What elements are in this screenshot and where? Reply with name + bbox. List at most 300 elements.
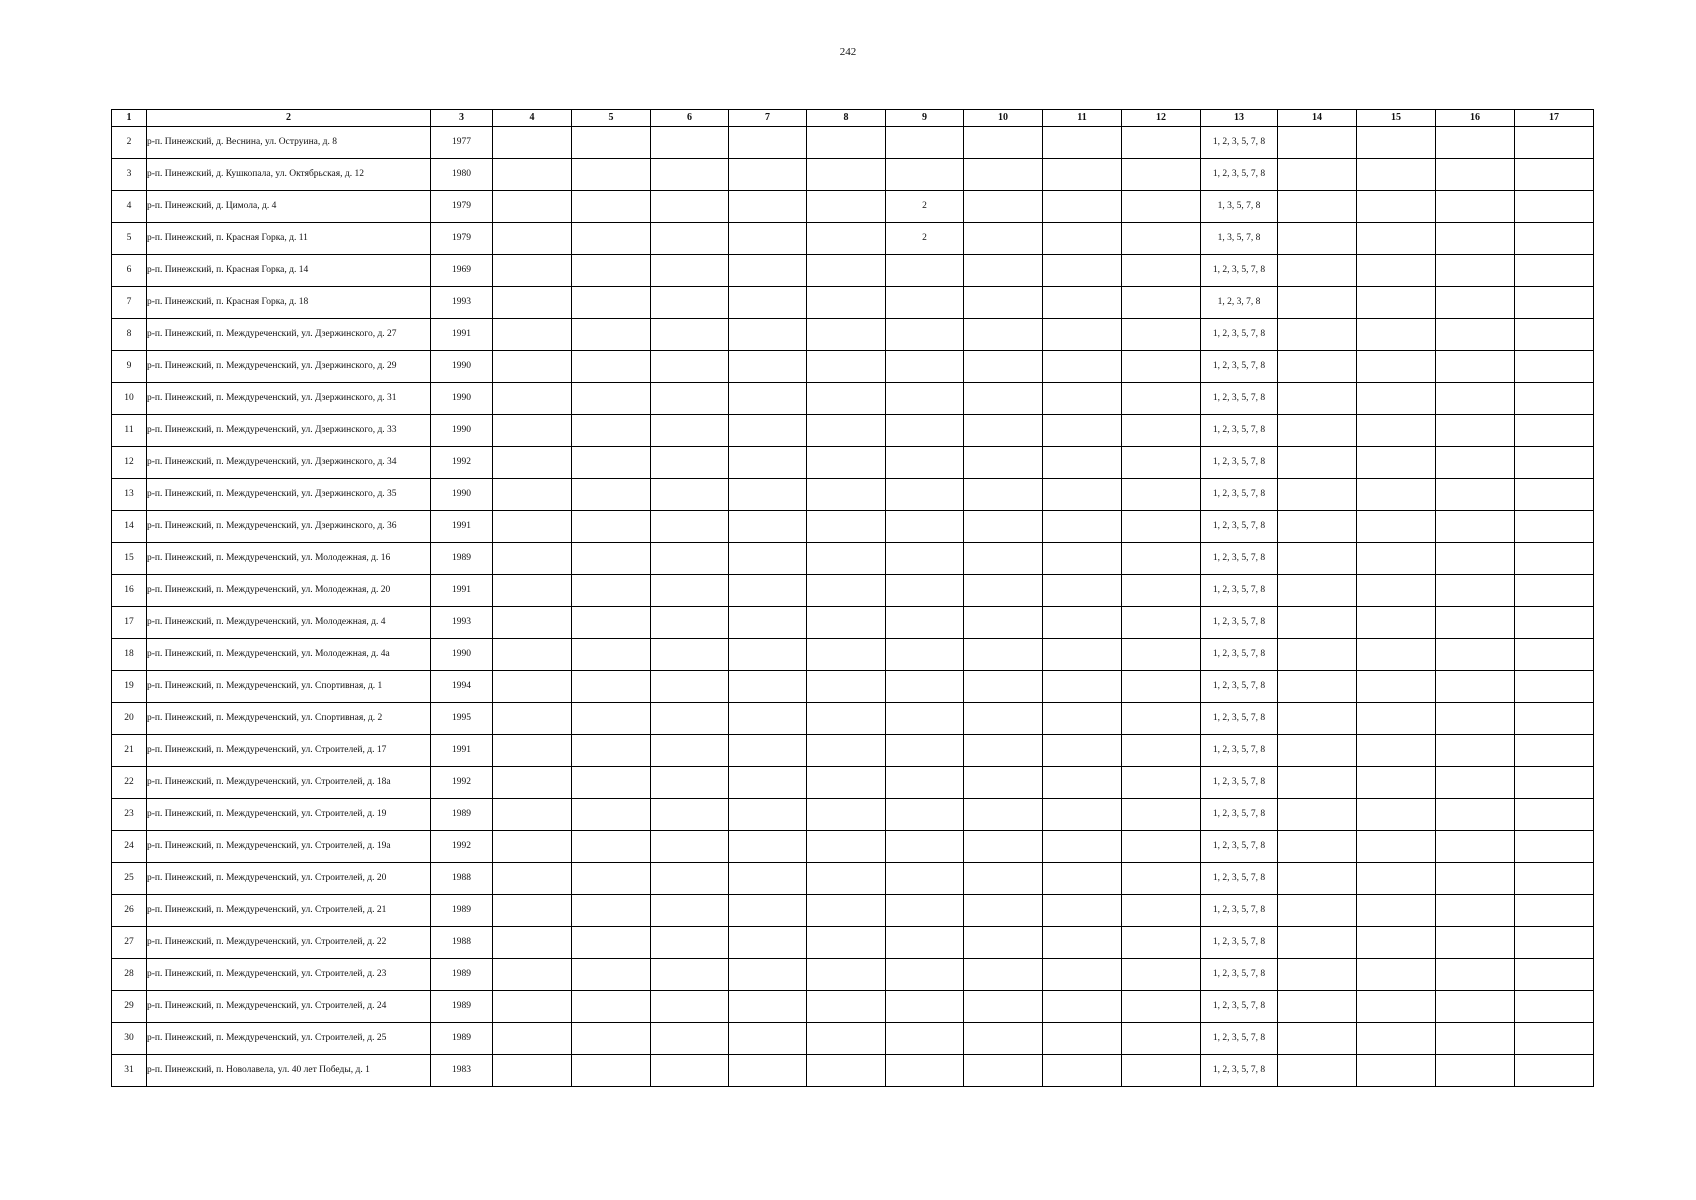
table-cell bbox=[1278, 703, 1357, 735]
table-cell bbox=[807, 383, 886, 415]
table-cell bbox=[1122, 415, 1201, 447]
table-cell bbox=[1357, 895, 1436, 927]
col13-cell: 1, 2, 3, 5, 7, 8 bbox=[1201, 511, 1278, 543]
table-cell bbox=[807, 447, 886, 479]
table-cell bbox=[729, 927, 807, 959]
year-cell: 1993 bbox=[431, 607, 493, 639]
table-cell bbox=[572, 383, 651, 415]
table-cell bbox=[964, 863, 1043, 895]
table-cell bbox=[807, 415, 886, 447]
table-cell bbox=[1515, 639, 1594, 671]
column-header: 4 bbox=[493, 110, 572, 127]
table-cell bbox=[1357, 159, 1436, 191]
table-cell bbox=[572, 287, 651, 319]
table-cell bbox=[807, 1055, 886, 1087]
table-cell bbox=[807, 479, 886, 511]
table-cell bbox=[651, 351, 729, 383]
col13-cell: 1, 3, 5, 7, 8 bbox=[1201, 223, 1278, 255]
table-cell bbox=[1357, 959, 1436, 991]
table-cell bbox=[1436, 735, 1515, 767]
year-cell: 1989 bbox=[431, 799, 493, 831]
table-cell bbox=[1043, 1055, 1122, 1087]
table-cell bbox=[1436, 607, 1515, 639]
col9-cell bbox=[886, 543, 964, 575]
table-cell bbox=[729, 159, 807, 191]
table-cell bbox=[729, 639, 807, 671]
address-cell: р-п. Пинежский, п. Междуреченский, ул. Строителей, д. 22 bbox=[147, 927, 431, 959]
table-cell bbox=[1515, 831, 1594, 863]
table-cell bbox=[1515, 447, 1594, 479]
table-cell bbox=[729, 799, 807, 831]
table-cell bbox=[729, 287, 807, 319]
year-cell: 1989 bbox=[431, 895, 493, 927]
table-cell bbox=[572, 895, 651, 927]
row-number-cell: 11 bbox=[112, 415, 147, 447]
table-cell bbox=[1122, 799, 1201, 831]
table-cell bbox=[1357, 543, 1436, 575]
table-cell bbox=[1043, 479, 1122, 511]
table-cell bbox=[1043, 575, 1122, 607]
table-cell bbox=[1122, 767, 1201, 799]
table-cell bbox=[1278, 351, 1357, 383]
table-cell bbox=[964, 1055, 1043, 1087]
table-cell bbox=[729, 575, 807, 607]
col13-cell: 1, 2, 3, 5, 7, 8 bbox=[1201, 863, 1278, 895]
table-cell bbox=[651, 287, 729, 319]
table-cell bbox=[1515, 959, 1594, 991]
table-cell bbox=[1436, 287, 1515, 319]
table-cell bbox=[807, 511, 886, 543]
table-cell bbox=[1043, 287, 1122, 319]
address-cell: р-п. Пинежский, д. Веснина, ул. Оструина, д. 8 bbox=[147, 127, 431, 159]
table-cell bbox=[493, 543, 572, 575]
table-cell bbox=[964, 319, 1043, 351]
table-cell bbox=[1122, 1023, 1201, 1055]
table-cell bbox=[964, 991, 1043, 1023]
col13-cell: 1, 2, 3, 5, 7, 8 bbox=[1201, 671, 1278, 703]
col9-cell bbox=[886, 735, 964, 767]
column-header: 17 bbox=[1515, 110, 1594, 127]
table-cell bbox=[1043, 415, 1122, 447]
address-cell: р-п. Пинежский, п. Междуреченский, ул. Строителей, д. 19а bbox=[147, 831, 431, 863]
table-cell bbox=[1436, 575, 1515, 607]
col13-cell: 1, 2, 3, 5, 7, 8 bbox=[1201, 127, 1278, 159]
table-cell bbox=[1436, 191, 1515, 223]
table-cell bbox=[964, 159, 1043, 191]
year-cell: 1983 bbox=[431, 1055, 493, 1087]
table-cell bbox=[1043, 959, 1122, 991]
table-cell bbox=[572, 767, 651, 799]
table-cell bbox=[807, 863, 886, 895]
row-number-cell: 7 bbox=[112, 287, 147, 319]
col9-cell bbox=[886, 799, 964, 831]
table-cell bbox=[1357, 831, 1436, 863]
table-cell bbox=[1278, 895, 1357, 927]
table-cell bbox=[1515, 223, 1594, 255]
year-cell: 1991 bbox=[431, 319, 493, 351]
table-cell bbox=[964, 415, 1043, 447]
col13-cell: 1, 2, 3, 5, 7, 8 bbox=[1201, 639, 1278, 671]
table-cell bbox=[1357, 255, 1436, 287]
column-header: 14 bbox=[1278, 110, 1357, 127]
table-cell bbox=[651, 799, 729, 831]
table-cell bbox=[1436, 639, 1515, 671]
table-cell bbox=[651, 831, 729, 863]
table-cell bbox=[807, 607, 886, 639]
table-cell bbox=[493, 127, 572, 159]
table-row bbox=[112, 703, 1594, 735]
table-cell bbox=[1278, 511, 1357, 543]
table-cell bbox=[572, 415, 651, 447]
table-cell bbox=[1515, 319, 1594, 351]
table-cell bbox=[964, 799, 1043, 831]
table-cell bbox=[1043, 799, 1122, 831]
table-cell bbox=[1043, 863, 1122, 895]
address-cell: р-п. Пинежский, п. Междуреченский, ул. Молодежная, д. 4а bbox=[147, 639, 431, 671]
table-cell bbox=[1122, 159, 1201, 191]
table-cell bbox=[1122, 895, 1201, 927]
table-cell bbox=[651, 415, 729, 447]
table-cell bbox=[807, 735, 886, 767]
address-cell: р-п. Пинежский, п. Красная Горка, д. 11 bbox=[147, 223, 431, 255]
table-cell bbox=[1357, 863, 1436, 895]
col13-cell: 1, 2, 3, 5, 7, 8 bbox=[1201, 895, 1278, 927]
table-cell bbox=[964, 959, 1043, 991]
table-cell bbox=[1043, 543, 1122, 575]
year-cell: 1991 bbox=[431, 511, 493, 543]
table-cell bbox=[1436, 863, 1515, 895]
table-cell bbox=[1436, 703, 1515, 735]
table-body bbox=[112, 127, 1594, 1087]
table-cell bbox=[493, 191, 572, 223]
col9-cell: 2 bbox=[886, 191, 964, 223]
table-cell bbox=[964, 927, 1043, 959]
col13-cell: 1, 2, 3, 5, 7, 8 bbox=[1201, 351, 1278, 383]
col9-cell bbox=[886, 415, 964, 447]
table-cell bbox=[729, 607, 807, 639]
table-cell bbox=[1122, 447, 1201, 479]
table-cell bbox=[493, 831, 572, 863]
table-cell bbox=[964, 767, 1043, 799]
table-cell bbox=[807, 191, 886, 223]
table-cell bbox=[572, 991, 651, 1023]
table-cell bbox=[729, 895, 807, 927]
table-cell bbox=[729, 1023, 807, 1055]
table-cell bbox=[729, 863, 807, 895]
column-header: 5 bbox=[572, 110, 651, 127]
table-cell bbox=[1122, 831, 1201, 863]
table-row bbox=[112, 255, 1594, 287]
table-cell bbox=[1122, 191, 1201, 223]
table-cell bbox=[1278, 479, 1357, 511]
address-cell: р-п. Пинежский, п. Междуреченский, ул. Строителей, д. 25 bbox=[147, 1023, 431, 1055]
table-cell bbox=[1043, 447, 1122, 479]
year-cell: 1993 bbox=[431, 287, 493, 319]
table-cell bbox=[651, 895, 729, 927]
address-cell: р-п. Пинежский, п. Междуреченский, ул. Молодежная, д. 20 bbox=[147, 575, 431, 607]
row-number-cell: 22 bbox=[112, 767, 147, 799]
table-cell bbox=[1122, 735, 1201, 767]
table-cell bbox=[1043, 255, 1122, 287]
table-cell bbox=[493, 703, 572, 735]
address-cell: р-п. Пинежский, п. Междуреченский, ул. Спортивная, д. 1 bbox=[147, 671, 431, 703]
table-cell bbox=[729, 831, 807, 863]
table-cell bbox=[1043, 223, 1122, 255]
year-cell: 1988 bbox=[431, 863, 493, 895]
table-cell bbox=[1278, 959, 1357, 991]
table-cell bbox=[807, 543, 886, 575]
table-cell bbox=[1043, 927, 1122, 959]
table-cell bbox=[1122, 959, 1201, 991]
table-cell bbox=[1278, 735, 1357, 767]
row-number-cell: 29 bbox=[112, 991, 147, 1023]
address-cell: р-п. Пинежский, п. Междуреченский, ул. Дзержинского, д. 31 bbox=[147, 383, 431, 415]
table-cell bbox=[1515, 767, 1594, 799]
address-cell: р-п. Пинежский, п. Красная Горка, д. 14 bbox=[147, 255, 431, 287]
table-cell bbox=[964, 287, 1043, 319]
col9-cell bbox=[886, 703, 964, 735]
table-cell bbox=[1278, 831, 1357, 863]
table-cell bbox=[493, 767, 572, 799]
column-header: 2 bbox=[147, 110, 431, 127]
table-cell bbox=[807, 255, 886, 287]
table-cell bbox=[572, 479, 651, 511]
col9-cell bbox=[886, 479, 964, 511]
year-cell: 1989 bbox=[431, 1023, 493, 1055]
table-cell bbox=[572, 639, 651, 671]
table-cell bbox=[964, 543, 1043, 575]
table-cell bbox=[1278, 799, 1357, 831]
table-cell bbox=[1278, 1055, 1357, 1087]
table-cell bbox=[1122, 607, 1201, 639]
table-cell bbox=[964, 607, 1043, 639]
table-cell bbox=[964, 479, 1043, 511]
table-cell bbox=[651, 159, 729, 191]
row-number-cell: 25 bbox=[112, 863, 147, 895]
address-cell: р-п. Пинежский, п. Междуреченский, ул. Строителей, д. 23 bbox=[147, 959, 431, 991]
table-cell bbox=[1122, 991, 1201, 1023]
table-cell bbox=[572, 543, 651, 575]
table-cell bbox=[651, 927, 729, 959]
table-cell bbox=[1436, 543, 1515, 575]
table-cell bbox=[651, 223, 729, 255]
column-header: 3 bbox=[431, 110, 493, 127]
table-cell bbox=[1043, 191, 1122, 223]
row-number-cell: 20 bbox=[112, 703, 147, 735]
table-cell bbox=[493, 287, 572, 319]
row-number-cell: 15 bbox=[112, 543, 147, 575]
table-cell bbox=[493, 479, 572, 511]
year-cell: 1994 bbox=[431, 671, 493, 703]
table-cell bbox=[1043, 991, 1122, 1023]
table-cell bbox=[1515, 191, 1594, 223]
table-cell bbox=[1043, 671, 1122, 703]
table-row bbox=[112, 831, 1594, 863]
address-cell: р-п. Пинежский, п. Междуреченский, ул. Молодежная, д. 16 bbox=[147, 543, 431, 575]
table-cell bbox=[1436, 447, 1515, 479]
table-cell bbox=[493, 799, 572, 831]
address-cell: р-п. Пинежский, п. Междуреченский, ул. Молодежная, д. 4 bbox=[147, 607, 431, 639]
table-row bbox=[112, 575, 1594, 607]
table-row bbox=[112, 927, 1594, 959]
table-cell bbox=[1515, 351, 1594, 383]
table-cell bbox=[1436, 927, 1515, 959]
row-number-cell: 24 bbox=[112, 831, 147, 863]
table-cell bbox=[1515, 159, 1594, 191]
table-cell bbox=[807, 639, 886, 671]
table-cell bbox=[964, 639, 1043, 671]
table-cell bbox=[1515, 415, 1594, 447]
table-cell bbox=[807, 991, 886, 1023]
table-cell bbox=[729, 383, 807, 415]
table-cell bbox=[1278, 671, 1357, 703]
col13-cell: 1, 2, 3, 5, 7, 8 bbox=[1201, 991, 1278, 1023]
table-cell bbox=[572, 575, 651, 607]
table-cell bbox=[493, 447, 572, 479]
table-cell bbox=[964, 895, 1043, 927]
table-cell bbox=[729, 479, 807, 511]
table-cell bbox=[964, 831, 1043, 863]
row-number-cell: 30 bbox=[112, 1023, 147, 1055]
year-cell: 1979 bbox=[431, 223, 493, 255]
table-cell bbox=[1515, 703, 1594, 735]
table-cell bbox=[1436, 671, 1515, 703]
table-cell bbox=[1357, 639, 1436, 671]
col9-cell bbox=[886, 319, 964, 351]
table-cell bbox=[651, 863, 729, 895]
table-cell bbox=[493, 351, 572, 383]
table-cell bbox=[1278, 863, 1357, 895]
table-cell bbox=[1122, 287, 1201, 319]
table-cell bbox=[1357, 447, 1436, 479]
table-cell bbox=[1515, 991, 1594, 1023]
row-number-cell: 5 bbox=[112, 223, 147, 255]
table-cell bbox=[807, 767, 886, 799]
table-cell bbox=[651, 543, 729, 575]
col9-cell bbox=[886, 831, 964, 863]
col13-cell: 1, 2, 3, 5, 7, 8 bbox=[1201, 447, 1278, 479]
address-cell: р-п. Пинежский, д. Цимола, д. 4 bbox=[147, 191, 431, 223]
table-row bbox=[112, 351, 1594, 383]
col13-cell: 1, 2, 3, 5, 7, 8 bbox=[1201, 383, 1278, 415]
table-cell bbox=[964, 1023, 1043, 1055]
table-row bbox=[112, 383, 1594, 415]
table-row bbox=[112, 863, 1594, 895]
table-cell bbox=[964, 735, 1043, 767]
year-cell: 1990 bbox=[431, 415, 493, 447]
table-row bbox=[112, 767, 1594, 799]
table-cell bbox=[572, 959, 651, 991]
col13-cell: 1, 2, 3, 5, 7, 8 bbox=[1201, 831, 1278, 863]
table-cell bbox=[1515, 127, 1594, 159]
col9-cell bbox=[886, 287, 964, 319]
col9-cell bbox=[886, 159, 964, 191]
col9-cell bbox=[886, 127, 964, 159]
table-cell bbox=[964, 447, 1043, 479]
table-cell bbox=[1436, 415, 1515, 447]
table-cell bbox=[1515, 383, 1594, 415]
table-cell bbox=[1515, 287, 1594, 319]
table-cell bbox=[729, 319, 807, 351]
table-cell bbox=[493, 415, 572, 447]
table-cell bbox=[964, 383, 1043, 415]
table-cell bbox=[1122, 543, 1201, 575]
table-cell bbox=[807, 671, 886, 703]
table-cell bbox=[1043, 351, 1122, 383]
column-header: 8 bbox=[807, 110, 886, 127]
col9-cell bbox=[886, 255, 964, 287]
table-cell bbox=[1043, 1023, 1122, 1055]
address-cell: р-п. Пинежский, п. Междуреченский, ул. Дзержинского, д. 27 bbox=[147, 319, 431, 351]
row-number-cell: 26 bbox=[112, 895, 147, 927]
table-cell bbox=[651, 447, 729, 479]
table-cell bbox=[1436, 895, 1515, 927]
table-cell bbox=[572, 127, 651, 159]
table-row bbox=[112, 223, 1594, 255]
table-cell bbox=[651, 319, 729, 351]
header-row bbox=[112, 110, 1594, 127]
address-cell: р-п. Пинежский, п. Междуреченский, ул. Строителей, д. 24 bbox=[147, 991, 431, 1023]
table-cell bbox=[1436, 383, 1515, 415]
table-cell bbox=[807, 159, 886, 191]
table-cell bbox=[1357, 223, 1436, 255]
table-row bbox=[112, 959, 1594, 991]
table-cell bbox=[1515, 671, 1594, 703]
table-cell bbox=[1122, 703, 1201, 735]
col13-cell: 1, 2, 3, 7, 8 bbox=[1201, 287, 1278, 319]
col9-cell bbox=[886, 863, 964, 895]
table-cell bbox=[1357, 735, 1436, 767]
table-cell bbox=[729, 959, 807, 991]
column-header: 13 bbox=[1201, 110, 1278, 127]
table-row bbox=[112, 607, 1594, 639]
table-row bbox=[112, 127, 1594, 159]
table-cell bbox=[807, 223, 886, 255]
table-cell bbox=[729, 1055, 807, 1087]
column-header: 9 bbox=[886, 110, 964, 127]
col9-cell bbox=[886, 575, 964, 607]
table-cell bbox=[729, 351, 807, 383]
table-cell bbox=[729, 127, 807, 159]
table-cell bbox=[651, 767, 729, 799]
col9-cell bbox=[886, 1055, 964, 1087]
year-cell: 1992 bbox=[431, 831, 493, 863]
table-cell bbox=[1043, 127, 1122, 159]
table-cell bbox=[729, 767, 807, 799]
address-cell: р-п. Пинежский, п. Красная Горка, д. 18 bbox=[147, 287, 431, 319]
year-cell: 1990 bbox=[431, 351, 493, 383]
table-cell bbox=[1436, 767, 1515, 799]
col9-cell bbox=[886, 607, 964, 639]
col9-cell bbox=[886, 447, 964, 479]
table-cell bbox=[1278, 927, 1357, 959]
row-number-cell: 3 bbox=[112, 159, 147, 191]
table-cell bbox=[1122, 319, 1201, 351]
table-cell bbox=[729, 191, 807, 223]
table-cell bbox=[1278, 575, 1357, 607]
table-row bbox=[112, 159, 1594, 191]
page-number: 242 bbox=[839, 46, 857, 58]
column-header: 1 bbox=[112, 110, 147, 127]
col13-cell: 1, 2, 3, 5, 7, 8 bbox=[1201, 255, 1278, 287]
table-cell bbox=[1122, 383, 1201, 415]
address-cell: р-п. Пинежский, п. Междуреченский, ул. Дзержинского, д. 29 bbox=[147, 351, 431, 383]
year-cell: 1980 bbox=[431, 159, 493, 191]
table-cell bbox=[1436, 511, 1515, 543]
table-cell bbox=[1122, 863, 1201, 895]
address-cell: р-п. Пинежский, п. Междуреченский, ул. Спортивная, д. 2 bbox=[147, 703, 431, 735]
row-number-cell: 31 bbox=[112, 1055, 147, 1087]
